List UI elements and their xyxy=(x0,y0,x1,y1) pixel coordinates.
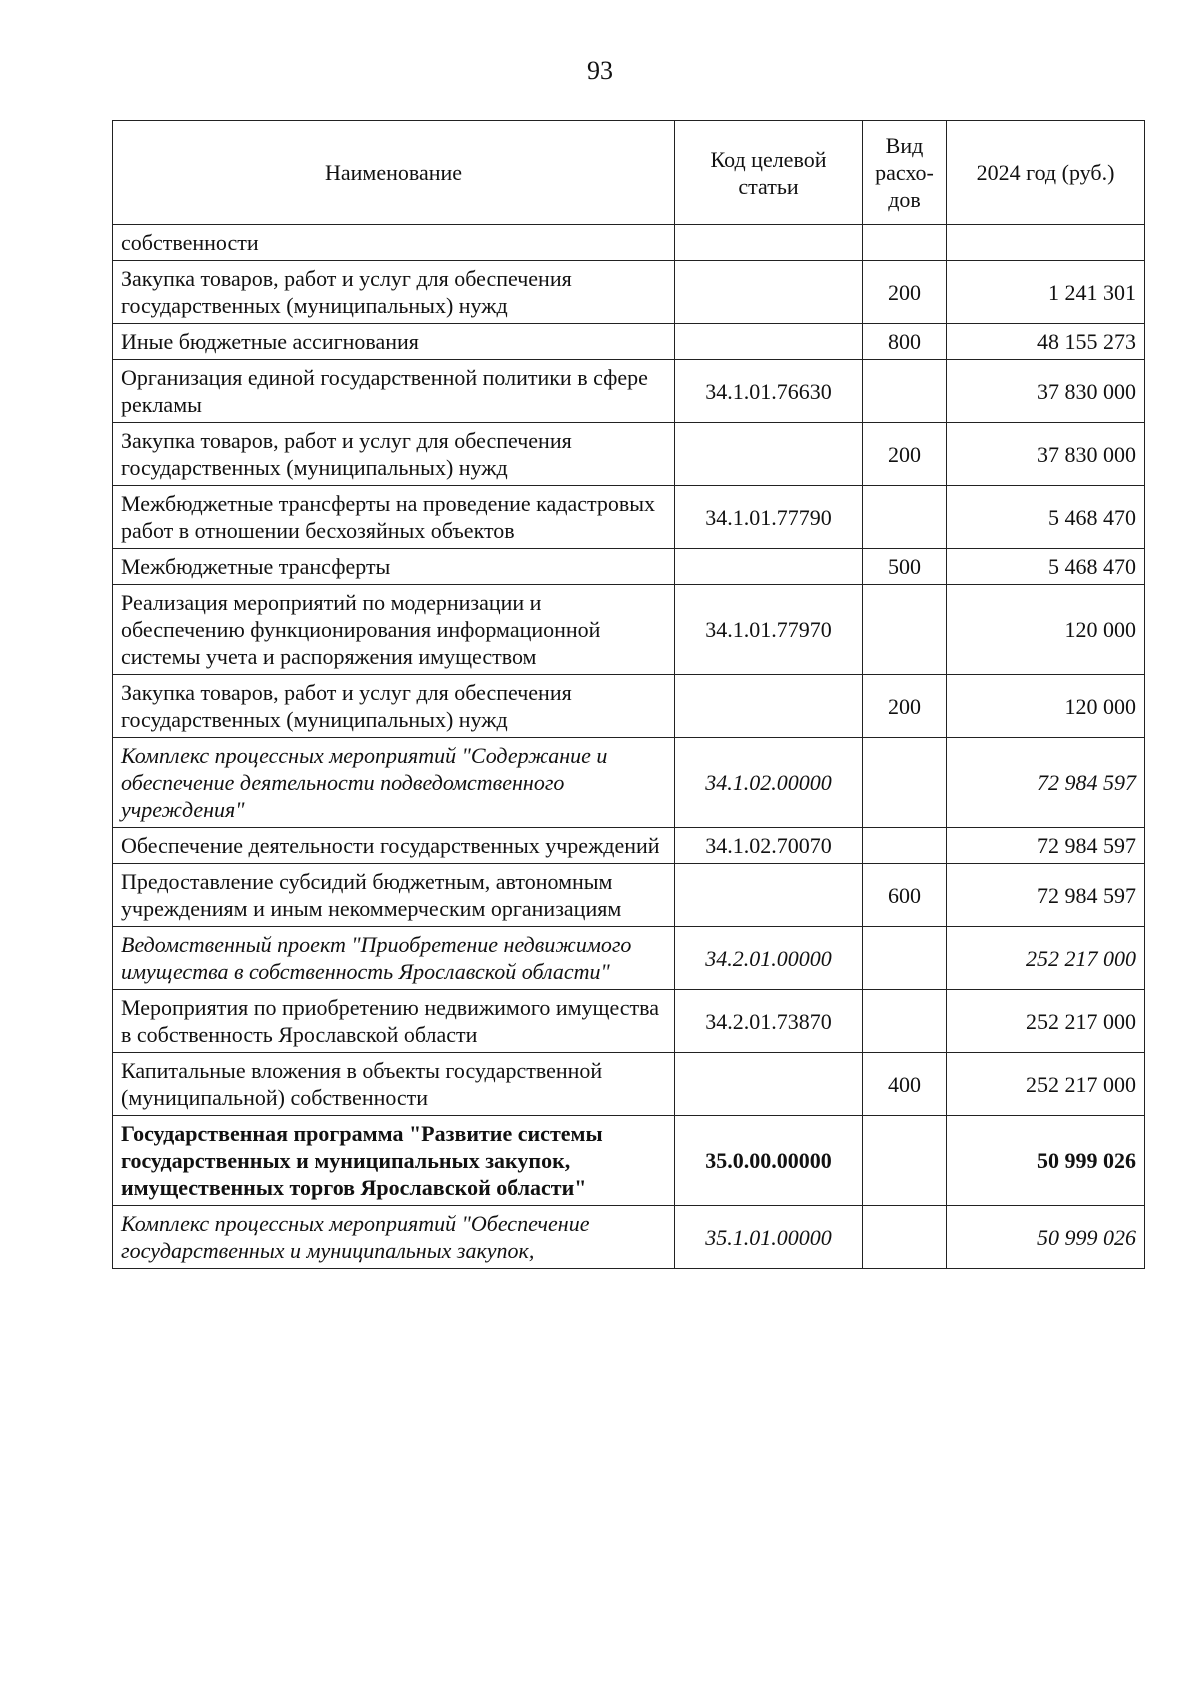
cell-sum: 37 830 000 xyxy=(947,423,1145,486)
cell-sum: 252 217 000 xyxy=(947,927,1145,990)
cell-sum: 50 999 026 xyxy=(947,1116,1145,1206)
cell-code xyxy=(675,261,863,324)
table-row xyxy=(113,360,1145,423)
cell-code: 34.2.01.73870 xyxy=(675,990,863,1053)
cell-code: 34.1.02.70070 xyxy=(675,828,863,864)
header-sum: 2024 год (руб.) xyxy=(947,121,1145,225)
table-row xyxy=(113,225,1145,261)
table-row xyxy=(113,1053,1145,1116)
cell-code xyxy=(675,864,863,927)
cell-sum: 120 000 xyxy=(947,675,1145,738)
cell-kind xyxy=(863,360,947,423)
table-row xyxy=(113,585,1145,675)
cell-sum: 48 155 273 xyxy=(947,324,1145,360)
header-name: Наименование xyxy=(113,121,675,225)
table-row xyxy=(113,549,1145,585)
cell-code xyxy=(675,423,863,486)
table-row xyxy=(113,990,1145,1053)
cell-kind xyxy=(863,738,947,828)
table-row xyxy=(113,423,1145,486)
cell-sum: 72 984 597 xyxy=(947,738,1145,828)
cell-sum: 37 830 000 xyxy=(947,360,1145,423)
cell-code xyxy=(675,549,863,585)
page-number: 93 xyxy=(587,56,613,85)
table-row xyxy=(113,1116,1145,1206)
cell-sum: 50 999 026 xyxy=(947,1206,1145,1269)
table-row xyxy=(113,486,1145,549)
cell-name: Комплекс процессных мероприятий "Обеспечение государственных и муниципальных закупок, xyxy=(113,1206,675,1269)
cell-name: Обеспечение деятельности государственных учреждений xyxy=(113,828,675,864)
cell-name: собственности xyxy=(113,225,675,261)
table-row xyxy=(113,738,1145,828)
budget-table xyxy=(112,120,1145,1269)
cell-code: 35.1.01.00000 xyxy=(675,1206,863,1269)
table-row xyxy=(113,324,1145,360)
cell-kind: 200 xyxy=(863,261,947,324)
cell-name: Государственная программа "Развитие системы государственных и муниципальных закупок, имущественных торгов Ярославской области" xyxy=(113,1116,675,1206)
cell-sum xyxy=(947,225,1145,261)
cell-kind xyxy=(863,1116,947,1206)
cell-kind: 400 xyxy=(863,1053,947,1116)
table-row xyxy=(113,675,1145,738)
cell-name: Межбюджетные трансферты xyxy=(113,549,675,585)
cell-code xyxy=(675,225,863,261)
cell-kind: 800 xyxy=(863,324,947,360)
cell-kind: 200 xyxy=(863,675,947,738)
cell-sum: 5 468 470 xyxy=(947,486,1145,549)
cell-name: Ведомственный проект "Приобретение недвижимого имущества в собственность Ярославской области" xyxy=(113,927,675,990)
cell-name: Закупка товаров, работ и услуг для обеспечения государственных (муниципальных) нужд xyxy=(113,675,675,738)
cell-kind xyxy=(863,1206,947,1269)
cell-kind: 600 xyxy=(863,864,947,927)
cell-code xyxy=(675,324,863,360)
cell-code: 34.1.02.00000 xyxy=(675,738,863,828)
cell-name: Капитальные вложения в объекты государственной (муниципальной) собственности xyxy=(113,1053,675,1116)
cell-sum: 120 000 xyxy=(947,585,1145,675)
cell-kind xyxy=(863,486,947,549)
cell-sum: 72 984 597 xyxy=(947,828,1145,864)
cell-sum: 252 217 000 xyxy=(947,1053,1145,1116)
cell-code: 34.1.01.76630 xyxy=(675,360,863,423)
cell-name: Комплекс процессных мероприятий "Содержание и обеспечение деятельности подведомственного учреждения" xyxy=(113,738,675,828)
cell-name: Иные бюджетные ассигнования xyxy=(113,324,675,360)
cell-code xyxy=(675,1053,863,1116)
cell-code: 34.1.01.77970 xyxy=(675,585,863,675)
table-row xyxy=(113,864,1145,927)
cell-name: Межбюджетные трансферты на проведение кадастровых работ в отношении бесхозяйных объектов xyxy=(113,486,675,549)
header-code: Код целевой статьи xyxy=(675,121,863,225)
cell-code: 34.2.01.00000 xyxy=(675,927,863,990)
cell-kind xyxy=(863,585,947,675)
cell-name: Предоставление субсидий бюджетным, автономным учреждениям и иным некоммерческим организациям xyxy=(113,864,675,927)
cell-kind xyxy=(863,828,947,864)
table-row xyxy=(113,261,1145,324)
cell-name: Закупка товаров, работ и услуг для обеспечения государственных (муниципальных) нужд xyxy=(113,261,675,324)
cell-kind xyxy=(863,225,947,261)
header-kind: Вид расхо-дов xyxy=(863,121,947,225)
cell-name: Организация единой государственной политики в сфере рекламы xyxy=(113,360,675,423)
cell-name: Реализация мероприятий по модернизации и обеспечению функционирования информационной системы учета и распоряжения имуществом xyxy=(113,585,675,675)
cell-sum: 1 241 301 xyxy=(947,261,1145,324)
cell-sum: 5 468 470 xyxy=(947,549,1145,585)
cell-kind xyxy=(863,927,947,990)
cell-sum: 72 984 597 xyxy=(947,864,1145,927)
table-row xyxy=(113,828,1145,864)
cell-code: 34.1.01.77790 xyxy=(675,486,863,549)
cell-kind: 500 xyxy=(863,549,947,585)
cell-name: Закупка товаров, работ и услуг для обеспечения государственных (муниципальных) нужд xyxy=(113,423,675,486)
cell-code xyxy=(675,675,863,738)
cell-code: 35.0.00.00000 xyxy=(675,1116,863,1206)
cell-name: Мероприятия по приобретению недвижимого имущества в собственность Ярославской области xyxy=(113,990,675,1053)
table-header-row xyxy=(113,121,1145,225)
table-row xyxy=(113,1206,1145,1269)
cell-kind xyxy=(863,990,947,1053)
cell-kind: 200 xyxy=(863,423,947,486)
table-row xyxy=(113,927,1145,990)
cell-sum: 252 217 000 xyxy=(947,990,1145,1053)
